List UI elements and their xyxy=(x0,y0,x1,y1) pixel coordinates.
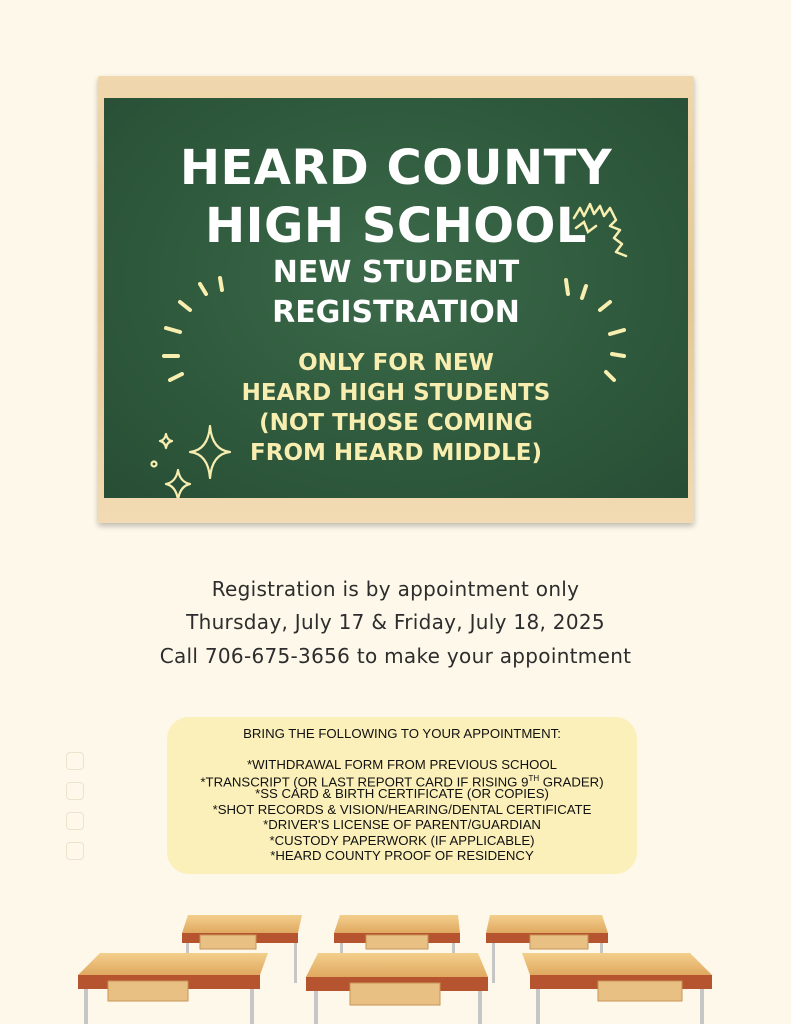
checklist-box xyxy=(167,717,637,874)
subtitle-line-2: REGISTRATION xyxy=(272,295,520,330)
chalkboard xyxy=(104,98,688,498)
burst-left-icon xyxy=(156,268,226,388)
title-line-1: HEARD COUNTY xyxy=(179,140,613,196)
checklist-heading: BRING THE FOLLOWING TO YOUR APPOINTMENT: xyxy=(243,726,561,741)
note-line-1: ONLY FOR NEW xyxy=(298,350,494,376)
check-box-icon xyxy=(66,812,84,830)
scribble-icon xyxy=(570,200,634,262)
appointment-info: Registration is by appointment only xyxy=(211,577,580,601)
check-box-icon xyxy=(66,782,84,800)
phone-instructions: Call 706-675-3656 to make your appointment xyxy=(159,644,632,668)
check-box-icon xyxy=(66,752,84,770)
burst-right-icon xyxy=(562,276,632,386)
desk xyxy=(78,953,268,1024)
check-box-icon xyxy=(66,842,84,860)
note-line-3: (NOT THOSE COMING xyxy=(259,410,533,436)
side-icons xyxy=(66,752,86,872)
list-item: *CUSTODY PAPERWORK (IF APPLICABLE) xyxy=(269,833,535,848)
classroom-desks-illustration xyxy=(0,905,791,1024)
desk xyxy=(522,953,712,1024)
list-item: *TRANSCRIPT (OR LAST REPORT CARD IF RISING 9TH GRADER) xyxy=(200,774,604,790)
title-line-2: HIGH SCHOOL xyxy=(205,198,587,254)
sparkle-icon xyxy=(148,422,238,498)
list-item: *HEARD COUNTY PROOF OF RESIDENCY xyxy=(270,848,534,863)
list-item: *SHOT RECORDS & VISION/HEARING/DENTAL CERTIFICATE xyxy=(212,802,592,817)
list-item: *SS CARD & BIRTH CERTIFICATE (OR COPIES) xyxy=(255,786,549,801)
list-item: *DRIVER'S LICENSE OF PARENT/GUARDIAN xyxy=(263,817,541,832)
subtitle-line-1: NEW STUDENT xyxy=(272,255,520,290)
registration-dates: Thursday, July 17 & Friday, July 18, 2025 xyxy=(186,610,605,634)
note-line-4: FROM HEARD MIDDLE) xyxy=(250,440,542,466)
note-line-2: HEARD HIGH STUDENTS xyxy=(241,380,551,406)
desk xyxy=(306,953,488,1024)
list-item: *WITHDRAWAL FORM FROM PREVIOUS SCHOOL xyxy=(247,757,557,772)
